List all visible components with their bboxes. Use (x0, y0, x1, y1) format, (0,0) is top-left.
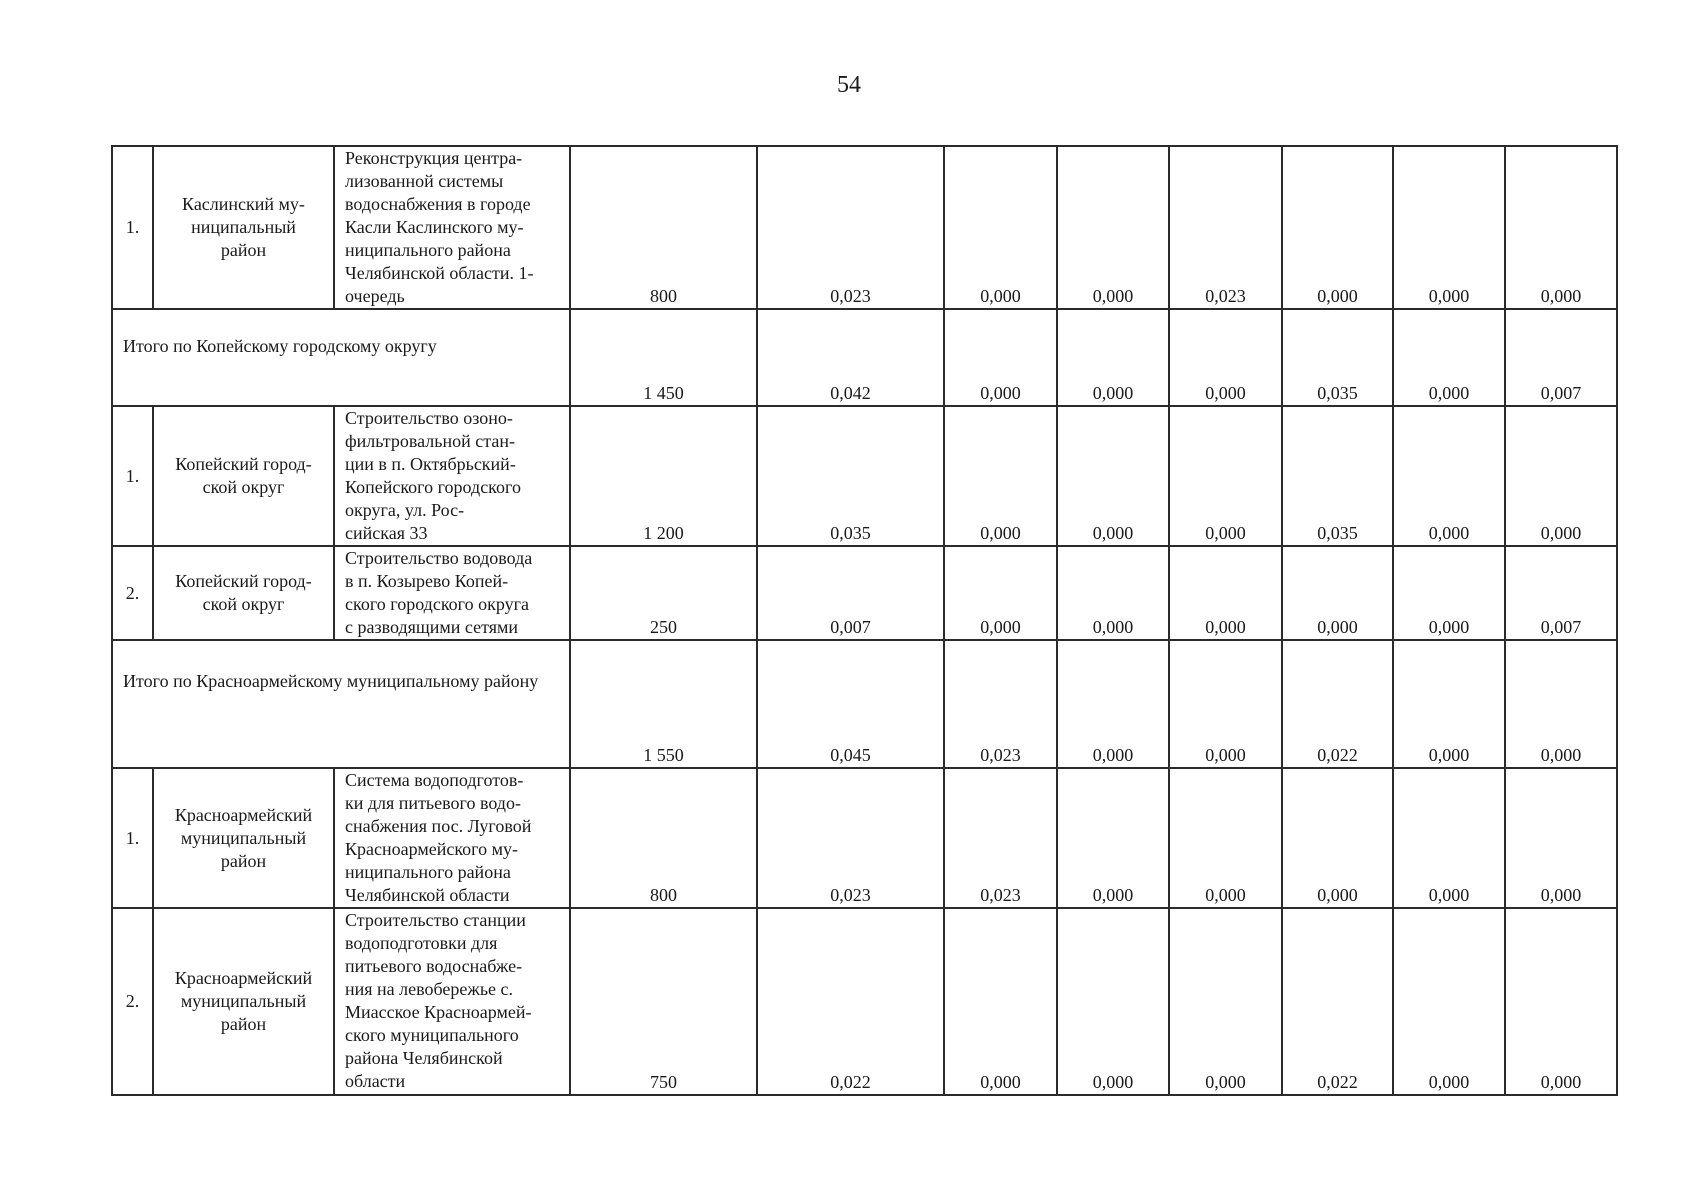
row-number: 1. (112, 146, 153, 309)
total-row (112, 640, 1617, 768)
total-value-cell: 0,000 (1169, 309, 1282, 406)
value-cell: 0,000 (944, 908, 1057, 1095)
total-value-cell: 0,000 (1393, 309, 1505, 406)
value-cell: 800 (570, 146, 757, 309)
total-value-cell: 1 450 (570, 309, 757, 406)
project-description: Реконструкция центра- лизованной системы водоснабжения в городе Касли Каслинского му- ниципального района Челябинской области. 1- очередь (334, 146, 570, 309)
value-cell: 0,023 (1169, 146, 1282, 309)
project-description: Строительство водовода в п. Козырево Копей- ского городского округа с разводящими сетями (334, 546, 570, 640)
value-cell: 0,000 (1393, 546, 1505, 640)
total-value-cell: 0,035 (1282, 309, 1393, 406)
value-cell: 0,000 (1505, 908, 1617, 1095)
municipality-cell: Красноармейский муниципальный район (153, 768, 334, 908)
value-cell: 0,000 (1169, 768, 1282, 908)
total-value-cell: 1 550 (570, 640, 757, 768)
value-cell: 0,000 (944, 146, 1057, 309)
row-number: 2. (112, 546, 153, 640)
value-cell: 0,023 (944, 768, 1057, 908)
value-cell: 0,000 (1057, 546, 1169, 640)
total-value-cell: 0,007 (1505, 309, 1617, 406)
value-cell: 0,000 (1057, 146, 1169, 309)
value-cell: 0,000 (1169, 406, 1282, 546)
total-value-cell: 0,000 (1505, 640, 1617, 768)
total-value-cell: 0,000 (1169, 640, 1282, 768)
value-cell: 800 (570, 768, 757, 908)
value-cell: 0,000 (944, 546, 1057, 640)
value-cell: 0,000 (1057, 406, 1169, 546)
row-number: 2. (112, 908, 153, 1095)
value-cell: 0,035 (1282, 406, 1393, 546)
total-value-cell: 0,000 (1393, 640, 1505, 768)
project-description: Система водоподготов- ки для питьевого водо- снабжения пос. Луговой Красноармейского му- ниципального района Челябинской области (334, 768, 570, 908)
value-cell: 250 (570, 546, 757, 640)
row-number: 1. (112, 768, 153, 908)
value-cell: 0,022 (1282, 908, 1393, 1095)
value-cell: 1 200 (570, 406, 757, 546)
value-cell: 0,000 (944, 406, 1057, 546)
table-row (112, 768, 1617, 908)
budget-table (111, 145, 1618, 1096)
value-cell: 0,007 (1505, 546, 1617, 640)
value-cell: 0,022 (757, 908, 944, 1095)
total-label: Итого по Красноармейскому муниципальному району (112, 640, 570, 768)
value-cell: 0,000 (1505, 406, 1617, 546)
table-row (112, 406, 1617, 546)
value-cell: 0,000 (1057, 768, 1169, 908)
value-cell: 0,000 (1393, 406, 1505, 546)
row-number: 1. (112, 406, 153, 546)
page-number: 54 (837, 72, 861, 98)
value-cell: 0,023 (757, 768, 944, 908)
value-cell: 0,000 (1505, 768, 1617, 908)
value-cell: 0,000 (1057, 908, 1169, 1095)
value-cell: 0,000 (1505, 146, 1617, 309)
total-value-cell: 0,042 (757, 309, 944, 406)
value-cell: 0,000 (1282, 146, 1393, 309)
table-row (112, 146, 1617, 309)
total-value-cell: 0,000 (944, 309, 1057, 406)
value-cell: 750 (570, 908, 757, 1095)
project-description: Строительство станции водоподготовки для питьевого водоснабже- ния на левобережье с. Миасское Красноармей- ского муниципального района Челябинской области (334, 908, 570, 1095)
municipality-cell: Копейский город- ской округ (153, 546, 334, 640)
total-row (112, 309, 1617, 406)
municipality-cell: Каслинский му- ниципальный район (153, 146, 334, 309)
value-cell: 0,000 (1282, 546, 1393, 640)
table-row (112, 908, 1617, 1095)
value-cell: 0,023 (757, 146, 944, 309)
total-value-cell: 0,045 (757, 640, 944, 768)
total-value-cell: 0,000 (1057, 640, 1169, 768)
value-cell: 0,000 (1393, 908, 1505, 1095)
value-cell: 0,000 (1393, 768, 1505, 908)
project-description: Строительство озоно- фильтровальной стан- ции в п. Октябрьский- Копейского городского округа, ул. Рос- сийская 33 (334, 406, 570, 546)
value-cell: 0,000 (1169, 546, 1282, 640)
value-cell: 0,035 (757, 406, 944, 546)
value-cell: 0,000 (1169, 908, 1282, 1095)
table-row (112, 546, 1617, 640)
municipality-cell: Красноармейский муниципальный район (153, 908, 334, 1095)
total-value-cell: 0,000 (1057, 309, 1169, 406)
total-value-cell: 0,023 (944, 640, 1057, 768)
municipality-cell: Копейский город- ской округ (153, 406, 334, 546)
value-cell: 0,007 (757, 546, 944, 640)
total-value-cell: 0,022 (1282, 640, 1393, 768)
value-cell: 0,000 (1393, 146, 1505, 309)
total-label: Итого по Копейскому городскому округу (112, 309, 570, 406)
value-cell: 0,000 (1282, 768, 1393, 908)
